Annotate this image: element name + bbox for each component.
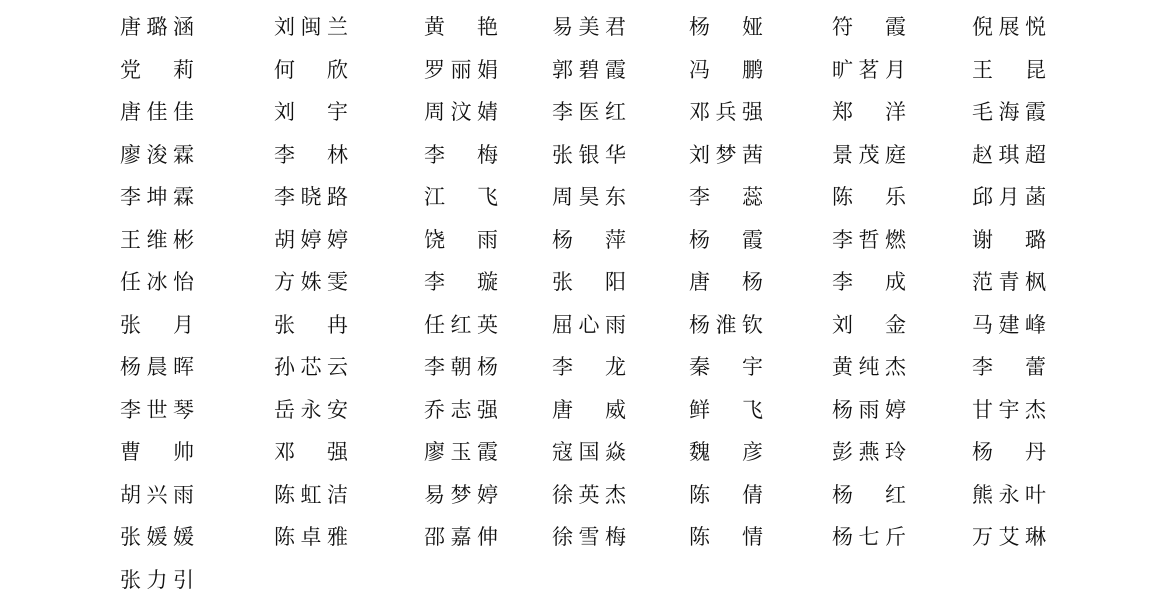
name-entry: 周 汶 婧 [424,100,498,124]
name-entry: 毛 海 霞 [972,100,1046,124]
name-entry: 张 月 [120,312,194,337]
name-entry: 杨 雨 婷 [832,397,906,422]
name-entry: 周 昊 东 [552,185,626,209]
name-entry: 李 坤 霖 [120,185,194,209]
name-entry: 符 霞 [832,15,906,39]
name-entry: 杨 晨 晖 [120,355,194,379]
name-entry: 杨 红 [832,482,906,507]
name-entry: 赵 琪 超 [972,142,1046,167]
name-row [0,262,1165,305]
name-row [0,347,1165,390]
name-entry: 邵 嘉 伸 [424,525,498,549]
name-entry: 党 莉 [120,57,194,82]
name-entry: 易 美 君 [552,15,626,39]
name-entry: 何 欣 [274,57,348,82]
name-entry: 王 维 彬 [120,227,194,252]
name-row [0,177,1165,220]
name-entry: 罗 丽 娟 [424,57,498,82]
name-entry: 廖 玉 霞 [424,440,498,464]
name-entry: 徐 雪 梅 [552,525,626,549]
name-row [0,390,1165,433]
name-entry: 李 成 [832,270,906,294]
name-entry: 饶 雨 [424,227,498,252]
name-entry: 陈 卓 雅 [274,525,348,549]
name-entry: 唐 佳 佳 [120,100,194,124]
name-entry: 熊 永 叶 [972,482,1046,507]
name-entry: 李 蕾 [972,355,1046,379]
name-row [0,220,1165,263]
name-entry: 倪 展 悦 [972,15,1046,39]
name-entry: 唐 杨 [689,270,763,294]
name-entry: 黄 纯 杰 [832,355,906,379]
name-entry: 陈 倩 [689,482,763,507]
name-entry: 刘 金 [832,312,906,337]
name-entry: 杨 淮 钦 [689,312,763,337]
name-entry: 邱 月 菡 [972,185,1046,209]
name-entry: 张 冉 [274,312,348,337]
name-entry: 胡 婷 婷 [274,227,348,252]
name-entry: 杨 丹 [972,440,1046,464]
name-entry: 李 晓 路 [274,185,348,209]
name-entry: 唐 璐 涵 [120,15,194,39]
name-entry: 马 建 峰 [972,312,1046,337]
name-row [0,517,1165,560]
name-entry: 万 艾 琳 [972,525,1046,549]
name-entry: 任 红 英 [424,312,498,337]
name-entry: 唐 威 [552,397,626,422]
name-entry: 李 蕊 [689,185,763,209]
name-entry: 李 世 琴 [120,397,194,422]
name-row [0,475,1165,518]
name-row [0,432,1165,475]
name-entry: 张 媛 媛 [120,525,194,549]
name-entry: 徐 英 杰 [552,482,626,507]
name-entry: 杨 霞 [689,227,763,252]
name-row [0,50,1165,93]
name-entry: 刘 梦 茜 [689,142,763,167]
name-entry: 杨 萍 [552,227,626,252]
name-entry: 易 梦 婷 [424,482,498,507]
name-row [0,135,1165,178]
name-entry: 寇 国 焱 [552,440,626,464]
name-row [0,305,1165,348]
name-entry: 李 龙 [552,355,626,379]
name-entry: 廖 浚 霖 [120,142,194,167]
name-entry: 屈 心 雨 [552,312,626,337]
name-row [0,560,1165,603]
name-entry: 张 阳 [552,270,626,294]
name-entry: 谢 璐 [972,227,1046,252]
name-entry: 郭 碧 霞 [552,57,626,82]
name-entry: 陈 虹 洁 [274,482,348,507]
name-entry: 张 银 华 [552,142,626,167]
name-entry: 方 姝 雯 [274,270,348,294]
name-row [0,92,1165,135]
name-entry: 李 璇 [424,270,498,294]
name-entry: 景 茂 庭 [832,142,906,167]
name-entry: 杨 娅 [689,15,763,39]
name-entry: 魏 彦 [689,440,763,464]
name-entry: 郑 洋 [832,100,906,124]
name-entry: 胡 兴 雨 [120,482,194,507]
name-entry: 彭 燕 玲 [832,440,906,464]
name-entry: 旷 茗 月 [832,57,906,82]
name-entry: 李 梅 [424,142,498,167]
name-entry: 李 医 红 [552,100,626,124]
name-entry: 秦 宇 [689,355,763,379]
name-list [0,7,1165,602]
name-entry: 甘 宇 杰 [972,397,1046,422]
name-entry: 邓 兵 强 [689,100,763,124]
name-entry: 邓 强 [274,440,348,464]
name-entry: 鲜 飞 [689,397,763,422]
name-entry: 任 冰 怡 [120,270,194,294]
name-entry: 李 朝 杨 [424,355,498,379]
name-entry: 冯 鹏 [689,57,763,82]
name-entry: 范 青 枫 [972,270,1046,294]
name-entry: 李 哲 燃 [832,227,906,252]
name-entry: 张 力 引 [120,567,194,592]
name-entry: 乔 志 强 [424,397,498,422]
name-entry: 孙 芯 云 [274,355,348,379]
name-entry: 杨 七 斤 [832,525,906,549]
name-entry: 曹 帅 [120,440,194,464]
name-entry: 刘 宇 [274,100,348,124]
name-entry: 江 飞 [424,185,498,209]
name-entry: 刘 闽 兰 [274,15,348,39]
name-entry: 李 林 [274,142,348,167]
name-entry: 黄 艳 [424,15,498,39]
name-row [0,7,1165,50]
name-entry: 岳 永 安 [274,397,348,422]
name-entry: 陈 情 [689,525,763,549]
name-entry: 陈 乐 [832,185,906,209]
name-entry: 王 昆 [972,57,1046,82]
